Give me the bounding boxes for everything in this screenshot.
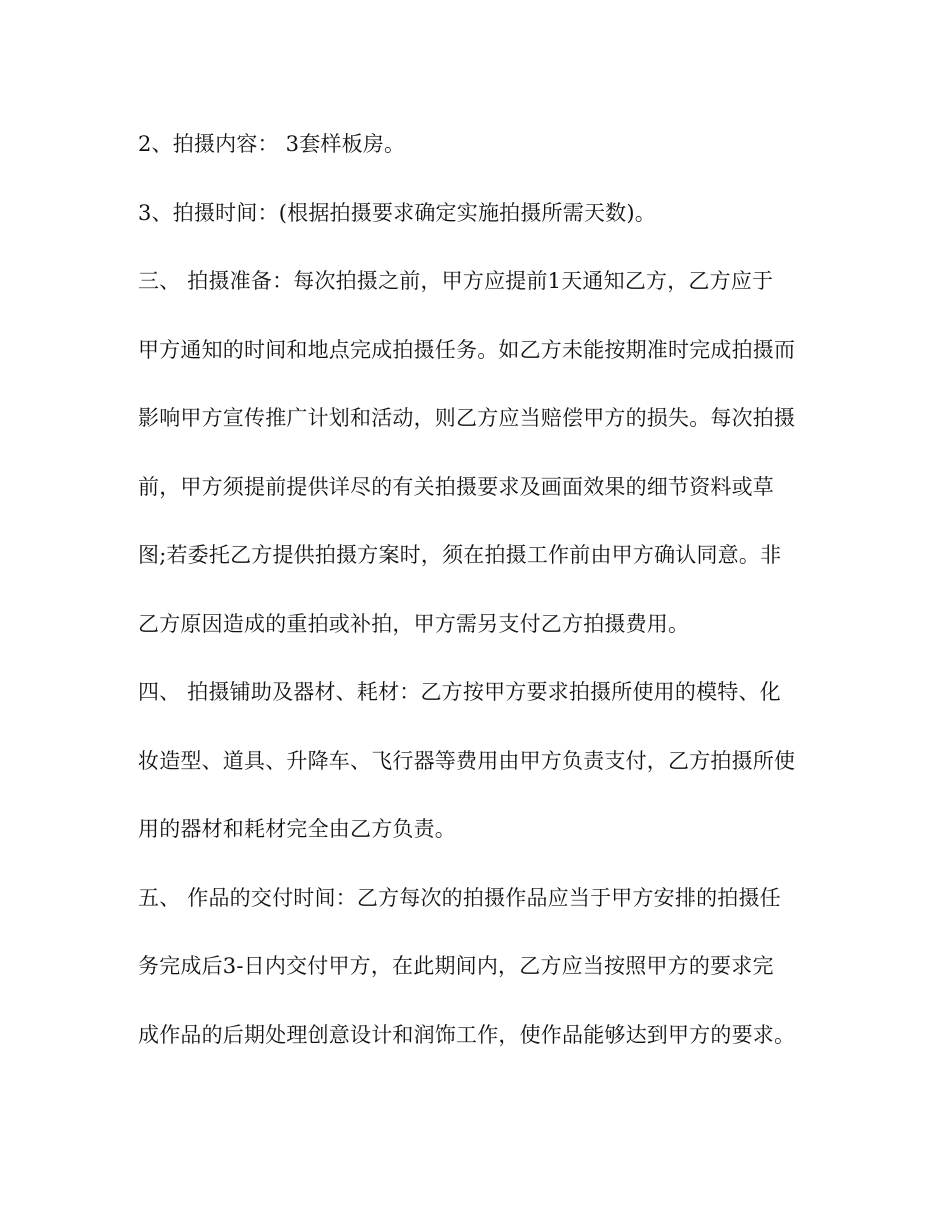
text-line-12: 五、 作品的交付时间：乙方每次的拍摄作品应当于甲方安排的拍摄任 — [138, 885, 781, 910]
text-line-5: 影响甲方宣传推广计划和活动，则乙方应当赔偿甲方的损失。每次拍摄 — [138, 406, 796, 430]
text-line-11: 用的器材和耗材完全由乙方负责。 — [138, 817, 456, 841]
text-line-4: 甲方通知的时间和地点完成拍摄任务。如乙方未能按期准时完成拍摄而 — [138, 337, 796, 362]
text-line-14: 成作品的后期处理创意设计和润饰工作，使作品能够达到甲方的要求。 — [138, 1022, 796, 1047]
text-line-3: 三、 拍摄准备：每次拍摄之前，甲方应提前1天通知乙方，乙方应于 — [138, 269, 774, 293]
text-line-2: 3、拍摄时间：(根据拍摄要求确定实施拍摄所需天数)。 — [138, 200, 656, 225]
text-line-6: 前，甲方须提前提供详尽的有关拍摄要求及画面效果的细节资料或草 — [138, 474, 774, 499]
text-line-8: 乙方原因造成的重拍或补拍，甲方需另支付乙方拍摄费用。 — [138, 611, 690, 636]
text-line-13: 务完成后3-日内交付甲方，在此期间内，乙方应当按照甲方的要求完 — [138, 954, 774, 978]
text-line-7: 图;若委托乙方提供拍摄方案时，须在拍摄工作前由甲方确认同意。非 — [138, 543, 782, 567]
document-body — [138, 122, 828, 1081]
text-line-9: 四、 拍摄铺助及器材、耗材：乙方按甲方要求拍摄所使用的模特、化 — [138, 680, 781, 704]
text-line-1: 2、拍摄内容： 3套样板房。 — [138, 132, 406, 156]
text-line-10: 妆造型、道具、升降车、飞行器等费用由甲方负责支付，乙方拍摄所使 — [138, 748, 796, 773]
